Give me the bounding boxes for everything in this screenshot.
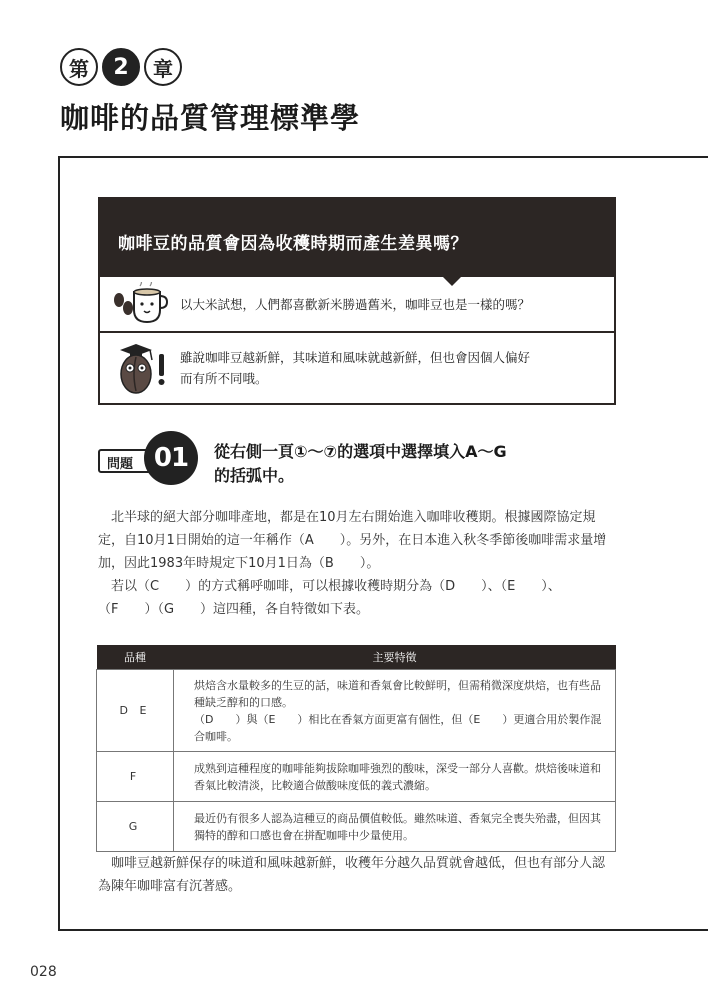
paragraph-line: 定，自10月1日開始的這一年稱作（A ）。另外，在日本進入秋冬季節後咖啡需求量增 (98, 533, 607, 548)
table-cell-features (174, 752, 616, 802)
dialogue-text-2-line: 而有所不同哦。 (180, 371, 268, 386)
chapter-prefix: 第 (60, 48, 98, 86)
table-cell-line: 烘焙含水量較多的生豆的話，味道和香氣會比較鮮明，但需稍微深度烘焙，也有些品 (194, 678, 601, 692)
page-number: 028 (30, 964, 57, 980)
table-cell-line: 成熟到這種程度的咖啡能夠拔除咖啡強烈的酸味，深受一部分人喜歡。烘焙後味道和 (194, 761, 601, 775)
paragraph-line: 為陳年咖啡富有沉著感。 (98, 879, 242, 894)
question-box (98, 197, 616, 405)
question-body (98, 277, 616, 405)
table-cell-line: 最近仍有很多人認為這種豆的商品價值較低。雖然味道、香氣完全喪失殆盡，但因其 (194, 811, 601, 825)
chapter-suffix: 章 (144, 48, 182, 86)
dialogue-text-2-line: 雖說咖啡豆越新鮮，其味道和風味就越新鮮，但也會因個人偏好 (180, 350, 531, 365)
chapter-badge (60, 48, 182, 86)
table-cell-line: 合咖啡。 (194, 729, 238, 743)
coffee-cup-icon (110, 282, 168, 326)
paragraph-line: 若以（C ）的方式稱呼咖啡，可以根據收穫時期分為（D ）、（E ）、 (98, 579, 561, 594)
table-cell-features (174, 802, 616, 852)
table-cell-line: 獨特的醇和口感也會在拼配咖啡中少量使用。 (194, 828, 414, 842)
chapter-title: 咖啡的品質管理標準學 (60, 101, 361, 135)
table-row (97, 670, 616, 752)
dialogue-row-2 (100, 335, 614, 401)
paragraph-intro (98, 506, 618, 621)
paragraph-line: 咖啡豆越新鮮保存的味道和風味越新鮮，收穫年分越久品質就會越低，但也有部分人認 (98, 856, 606, 871)
table-cell-features (174, 670, 616, 752)
table-row (97, 802, 616, 852)
table-cell-variety: F (97, 752, 174, 802)
table-header-variety: 品種 (97, 645, 174, 670)
dialogue-text-1: 以大米試想，人們都喜歡新米勝過舊米，咖啡豆也是一樣的嗎？ (180, 296, 531, 312)
paragraph-line: 北半球的絕大部分咖啡產地，都是在10月左右開始進入咖啡收穫期。根據國際協定規 (98, 510, 596, 525)
problem-label: 問題 (98, 449, 162, 473)
table-row (97, 752, 616, 802)
professor-bean-icon (110, 340, 170, 396)
table-header-row (97, 645, 616, 670)
table-cell-variety: D E (97, 670, 174, 752)
table-cell-line: （D ）與（E ）相比在香氣方面更富有個性，但（E ）更適合用於製作混 (194, 712, 602, 726)
problem-number: 01 (144, 431, 198, 485)
chapter-number: 2 (102, 48, 140, 86)
table-cell-variety: G (97, 802, 174, 852)
dialogue-row-1 (100, 277, 614, 333)
paragraph-conclusion (98, 852, 618, 898)
table-cell-line: 香氣比較清淡，比較適合做酸味度低的義式濃縮。 (194, 778, 436, 792)
features-table (96, 645, 616, 852)
problem-badge (98, 431, 198, 481)
question-heading: 咖啡豆的品質會因為收穫時期而產生差異嗎？ (98, 197, 616, 277)
problem-question (214, 440, 614, 488)
table-cell-line: 種缺乏醇和的口感。 (194, 695, 293, 709)
problem-question-line: 的括弧中。 (214, 466, 295, 485)
table-header-features: 主要特徵 (174, 645, 616, 670)
problem-question-line: 從右側一頁①～⑦的選項中選擇填入A～G (214, 442, 507, 461)
paragraph-line: （F ）（G ）這四種，各自特徵如下表。 (98, 602, 370, 617)
dialogue-text-2 (180, 347, 530, 389)
paragraph-line: 加，因此1983年時規定下10月1日為（B ）。 (98, 556, 380, 571)
